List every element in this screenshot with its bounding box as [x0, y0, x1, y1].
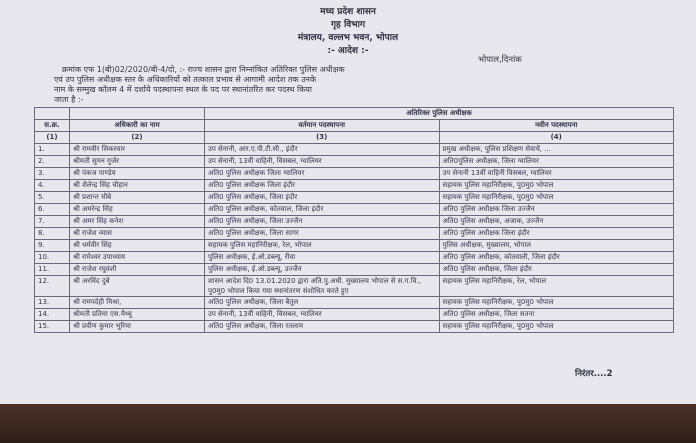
order-line: क्रमांक एफ 1(बी)02/2020/बी-4/दो, :- राज्य शासन द्वारा निम्नांकित अतिरिक्त पुलिस अधीक्षक [62, 65, 345, 74]
col-number: (2) [70, 132, 205, 144]
col-number: (4) [439, 132, 674, 144]
date-place: भोपाल,दिनांक [478, 55, 522, 65]
col-header-new: नवीन पदस्थापना [439, 120, 674, 132]
table-row: 10. श्री रामेश्वर उपाध्याय पुलिस अधीक्षक, ई.ओ.डब्ल्यू, रीवा अति0 पुलिस अधीक्षक, कोतवाली, जिला इंदौर [35, 252, 674, 264]
order-line: जाता है :- [54, 95, 84, 104]
col-header-current: वर्तमान पदस्थापना [205, 120, 440, 132]
table-row: 14. श्रीमती प्रतिमा एस.मैथ्यू उप सेनानी, 13वीं वाहिनी, विसबल, ग्वालियर अति0 पुलिस अधीक्षक, जिला सतना [35, 309, 674, 321]
order-heading: :- आदेश :- [327, 46, 369, 56]
table-row: 3. श्री पंकज पाण्डेय अति0 पुलिस अधीक्षक जिला ग्वालियर उप सेनानी 13वीं वाहिनी विसबल, ग्वालियर [35, 168, 674, 180]
table-row: 4. श्री शैलेन्द्र सिंह चौहान अति0 पुलिस अधीक्षक जिला इंदौर सहायक पुलिस महानिरीक्षक, पु0मु0 भोपाल [35, 180, 674, 192]
ministry-address: मंत्रालय, वल्लभ भवन, भोपाल [297, 33, 399, 43]
table-row: 5. श्री प्रशान्त चौबे अति0 पुलिस अधीक्षक, जिला इंदौर सहायक पुलिस महानिरीक्षक, पु0मु0 भोपाल [35, 192, 674, 204]
table-row: 9. श्री धर्मवीर सिंह सहायक पुलिस महानिरीक्षक, रेल, भोपाल पुलिस अधीक्षक, मुख्यालय, भोपाल [35, 240, 674, 252]
col-number: (1) [35, 132, 70, 144]
table-row: 2. श्रीमती सुमन गुर्जर उप सेनानी, 13वीं वाहिनी, विसबल, ग्वालियर अति0पुलिस अधीक्षक, जिला ग्वालियर [35, 156, 674, 168]
order-line: नाम के सम्मुख कॉलम 4 में दर्शाये पदस्थापना स्थल के पद पर स्थानांतरित कर पदस्थ किया [54, 85, 312, 94]
desk-surface [0, 404, 696, 443]
table-row: 13. श्री रामपदेही मिश्रा, अति0 पुलिस अधीक्षक, जिला बैतूल सहायक पुलिस महानिरीक्षक, पु0मु0 भोपाल [35, 297, 674, 309]
table-row: 12. श्री अरविंद दुबे शासन आदेश दि0 13.01.2020 द्वारा अति.पु.अधी. मुख्यालय भोपाल से स.ग.वि., पु0मु0 भोपाल किया गया स्थानांतरण संशोधित करते हुए सहायक पुलिस महानिरीक्षक, रेल, भोपाल [35, 276, 674, 297]
transfer-table [34, 107, 674, 333]
continued-note: निरंतर....2 [575, 369, 613, 379]
order-line: एवं उप पुलिस अधीक्षक स्तर के अधिकारियों को तत्काल प्रभाव से आगामी आदेश तक उनके [54, 75, 317, 84]
department-title: गृह विभाग [330, 20, 366, 30]
corner-cell [35, 108, 70, 120]
table-row: 6. श्री अमरेन्द्र सिंह अति0 पुलिस अधीक्षक, कोतवाल, जिला इंदौर अति0 पुलिस अधीक्षक जिला उज्जैन [35, 204, 674, 216]
section-title: अतिरिक्त पुलिस अधीक्षक [205, 108, 674, 120]
col-header-name: अधिकारी का नाम [70, 120, 205, 132]
govt-title: मध्य प्रदेश शासन [320, 7, 376, 17]
table-row: 15. श्री प्रवीण कुमार भूरिया अति0 पुलिस अधीक्षक, जिला रतलाम सहायक पुलिस महानिरीक्षक, पु0मु0 भोपाल [35, 321, 674, 333]
table-row: 8. श्री राजेश व्यास अति0 पुलिस अधीक्षक, जिला सागर अति0 पुलिस अधीक्षक जिला इंदौर [35, 228, 674, 240]
table-row: 1. श्री रामवीर सिकरवार उप सेनानी, आर.ए.पी.टी.सी., इंदौर प्रमुख अधीक्षक, पुलिस प्रशिक्षण सेवायें, ... [35, 144, 674, 156]
table-row: 7. श्री अमर सिंह कनेश अति0 पुलिस अधीक्षक, जिला उज्जैन अति0 पुलिस अधीक्षक, अजाक, उज्जैन [35, 216, 674, 228]
col-number: (3) [205, 132, 440, 144]
col-header-sno: स.क्र. [35, 120, 70, 132]
order-paragraph [54, 62, 654, 107]
table-row: 11. श्री राजेश रघुवंशी पुलिस अधीक्षक, ई.ओ.डब्ल्यू, उज्जैन अति0 पुलिस अधीक्षक, जिला इंदौर [35, 264, 674, 276]
